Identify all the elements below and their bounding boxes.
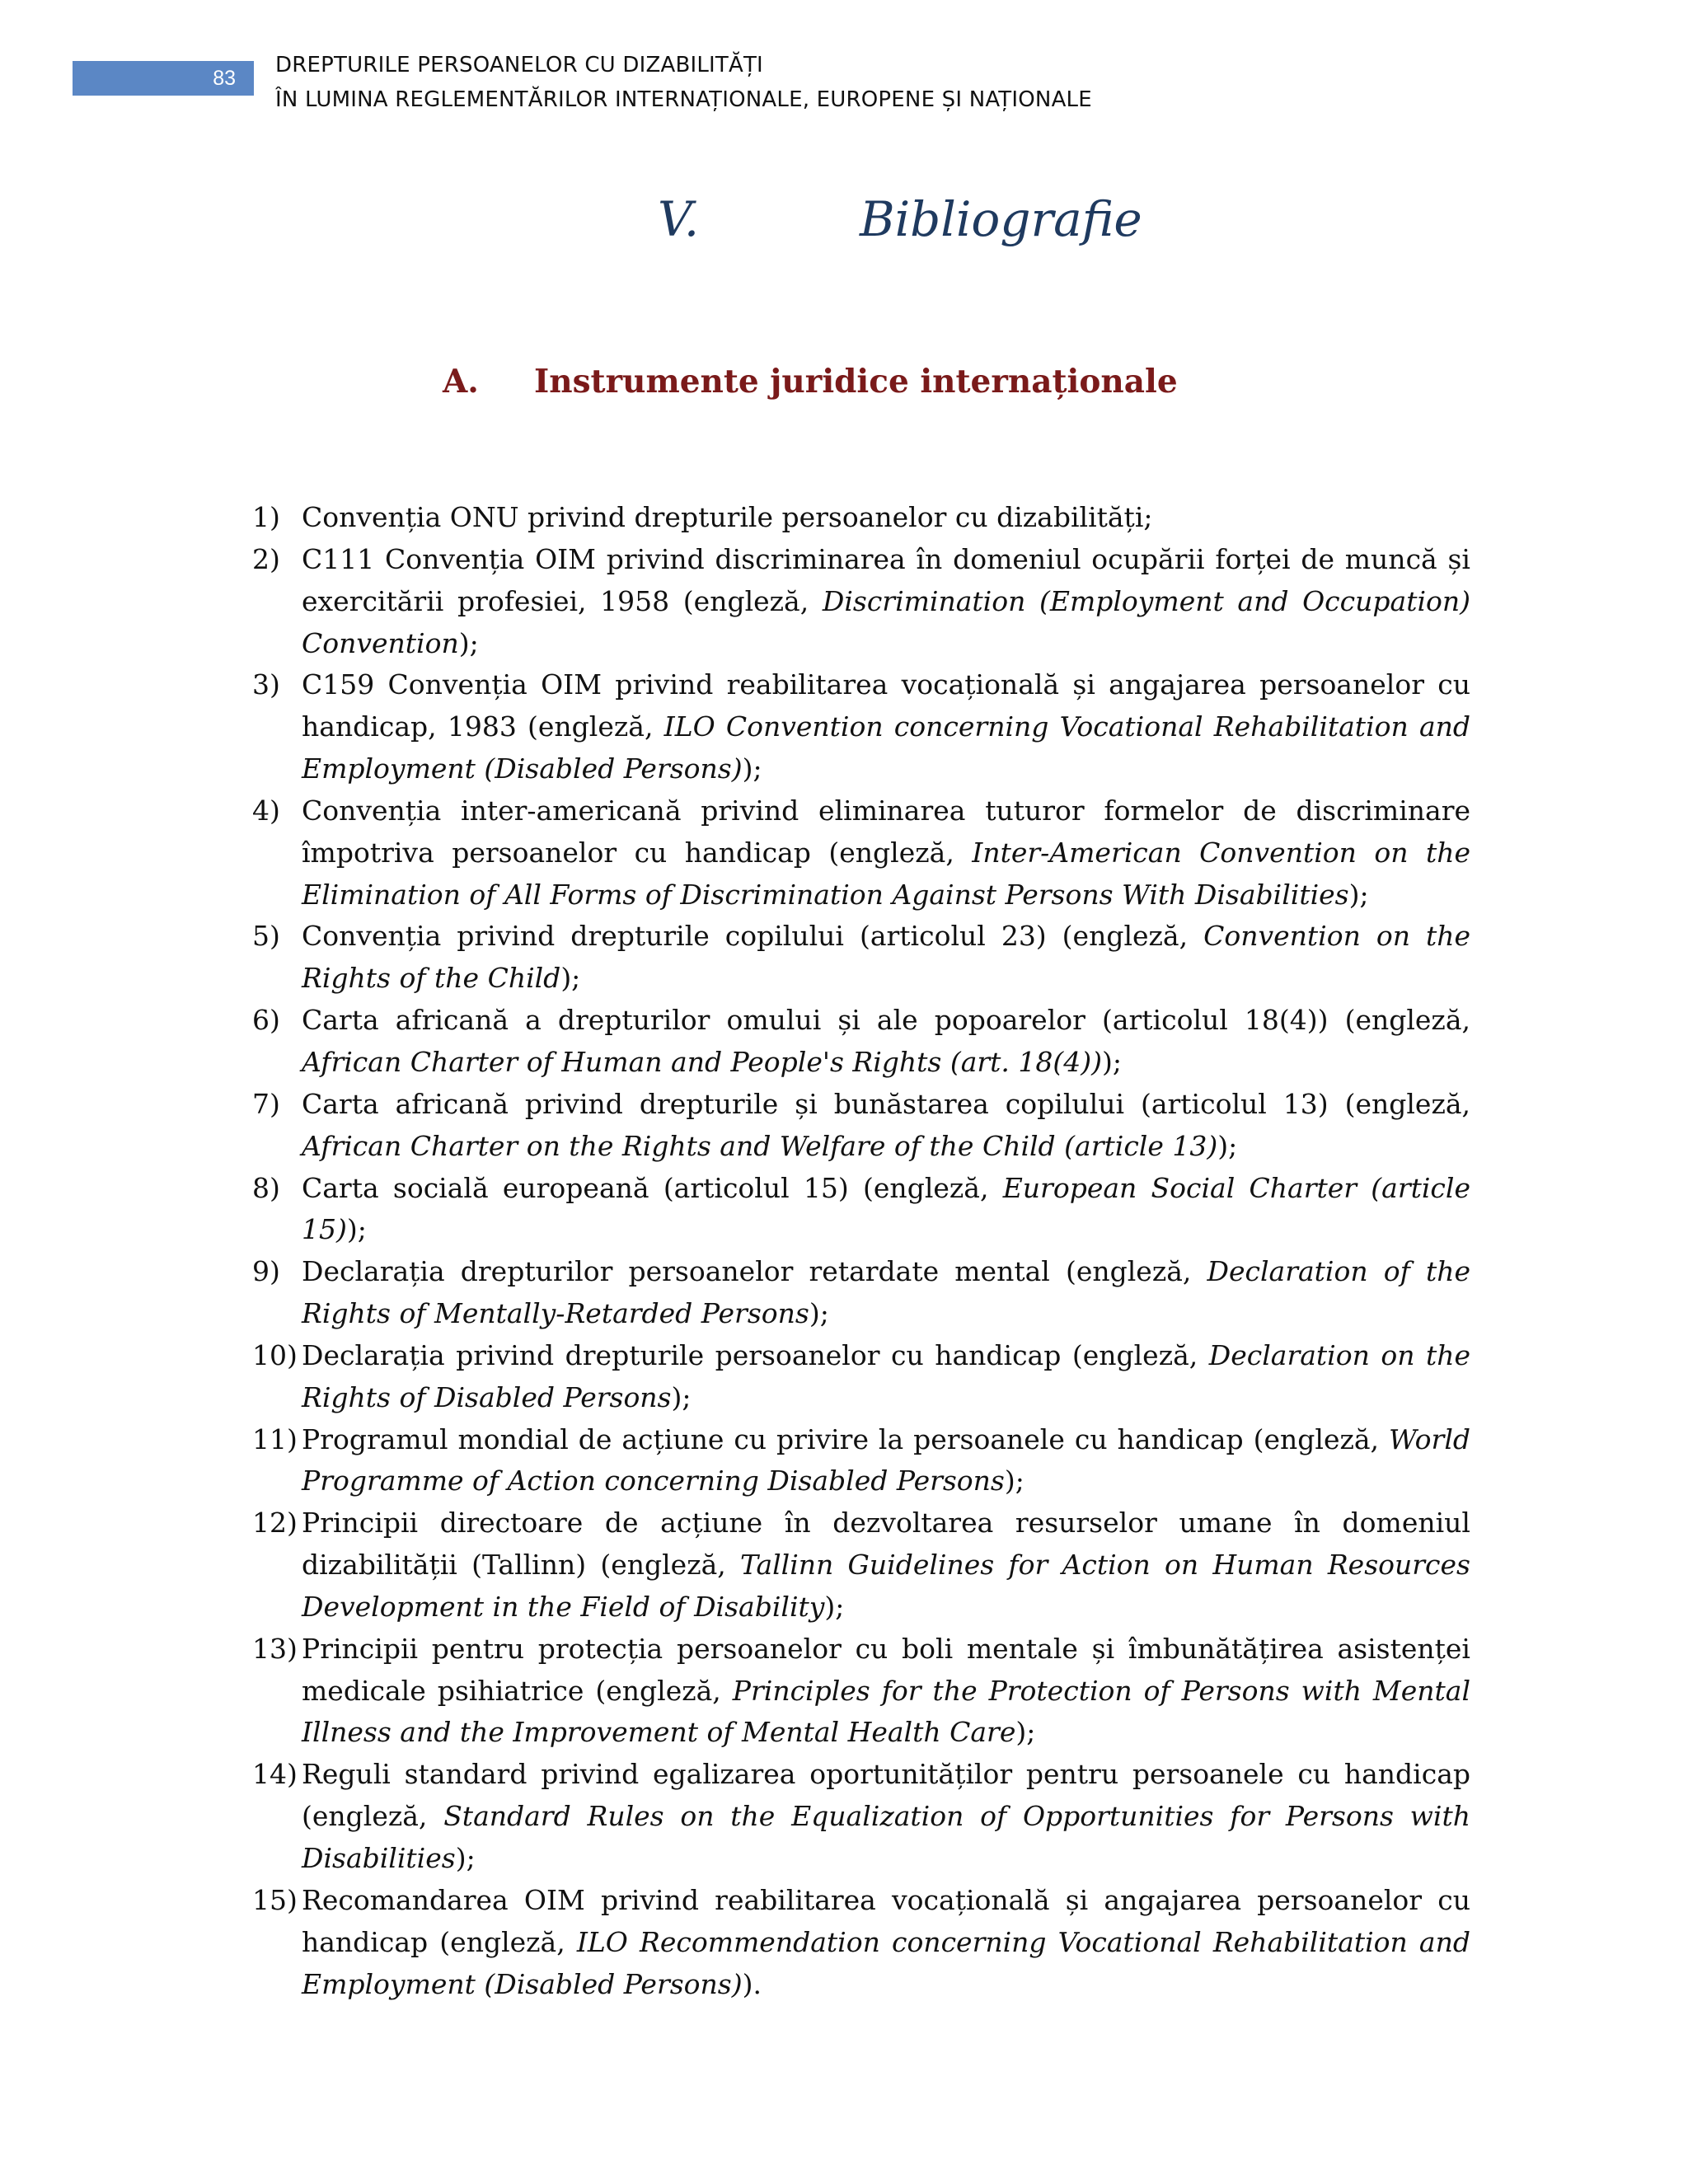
item-number: 13) [252,1632,298,1665]
item-number: 1) [252,501,280,533]
running-header [275,48,1092,117]
item-number: 8) [252,1171,280,1204]
item-number: 9) [252,1255,280,1288]
item-text: C159 Convenția OIM privind reabilitarea vocațională și angajarea persoanelor cu handicap, 1983 (engleză, ILO Convention concerning Vocational Rehabilitation and Employment (Disabled Persons)); [302,668,1470,785]
item-number: 6) [252,1004,280,1037]
list-item [252,497,1470,539]
item-text: Convenția privind drepturile copilului (articolul 23) (engleză, Convention on the Rights of the Child); [302,920,1470,995]
item-number: 5) [252,920,280,953]
section-title: Instrumente juridice internaționale [534,363,1178,401]
item-text: Declarația drepturilor persoanelor retardate mental (engleză, Declaration of the Rights of Mentally-Retarded Persons); [302,1255,1470,1330]
bibliography-list [252,497,1470,2005]
item-text: Principii directoare de acțiune în dezvoltarea resurselor umane în domeniul dizabilității (Tallinn) (engleză, Tallinn Guidelines for Action on Human Resources Development in the Field of Disability); [302,1507,1470,1623]
item-text: Carta africană privind drepturile și bunăstarea copilului (articolul 13) (engleză, African Charter on the Rights and Welfare of the Child (article 13)); [302,1087,1470,1162]
item-text: Carta africană a drepturilor omului și ale popoarelor (articolul 18(4)) (engleză, African Charter of Human and People's Rights (art. 18(4))); [302,1004,1470,1078]
list-item [252,1629,1470,1755]
list-item [252,790,1470,916]
item-number: 4) [252,794,280,827]
list-item [252,1880,1470,2006]
item-text: Programul mondial de acțiune cu privire la persoanele cu handicap (engleză, World Programme of Action concerning Disabled Persons); [302,1422,1470,1497]
item-text: Recomandarea OIM privind reabilitarea vocațională și angajarea persoanelor cu handicap (engleză, ILO Recommendation concerning Vocational Rehabilitation and Employment (Disabled Persons)). [302,1883,1470,2000]
item-text: C111 Convenția OIM privind discriminarea în domeniul ocupării forței de muncă și exercitării profesiei, 1958 (engleză, Discrimination (Employment and Occupation) Convention); [302,542,1471,659]
item-text: Principii pentru protecția persoanelor cu boli mentale și îmbunătățirea asistenței medicale psihiatrice (engleză, Principles for the Protection of Persons with Mental Illness and the Improvement of Mental Health Care); [302,1632,1470,1749]
page-number: 83 [73,61,254,96]
item-text: Convenția ONU privind drepturile persoanelor cu dizabilități; [302,501,1153,533]
chapter-number: V. [658,191,700,247]
list-item [252,1754,1470,1880]
chapter-title: Bibliografie [860,191,1142,247]
list-item [252,1419,1470,1503]
list-item [252,1000,1470,1084]
list-item [252,1335,1470,1419]
item-number: 15) [252,1883,298,1916]
item-text: Declarația privind drepturile persoanelor cu handicap (engleză, Declaration on the Rights of Disabled Persons); [302,1338,1470,1413]
item-number: 14) [252,1758,298,1791]
item-number: 11) [252,1422,298,1455]
item-text: Convenția inter-americană privind eliminarea tuturor formelor de discriminare împotriva persoanelor cu handicap (engleză, Inter-American Convention on the Elimination of All Forms of Discrimination Against Persons With Disabilities); [302,794,1471,911]
item-text: Carta socială europeană (articolul 15) (engleză, European Social Charter (article 15)); [302,1171,1470,1246]
chapter-heading [0,191,1688,265]
item-number: 10) [252,1338,298,1371]
list-item [252,1251,1470,1335]
list-item [252,1084,1470,1168]
running-header-line-1: DREPTURILE PERSOANELOR CU DIZABILITĂȚI [275,53,763,77]
item-text: Reguli standard privind egalizarea oportunităților pentru persoanele cu handicap (engleză, Standard Rules on the Equalization of Opportunities for Persons with Disabilities); [302,1758,1470,1874]
list-item [252,539,1470,665]
list-item [252,1502,1470,1629]
item-number: 12) [252,1507,298,1540]
running-header-line-2: ÎN LUMINA REGLEMENTĂRILOR INTERNAȚIONALE, EUROPENE ȘI NAȚIONALE [275,87,1092,112]
item-number: 2) [252,542,280,575]
list-item [252,916,1470,1000]
section-letter: A. [443,363,479,401]
list-item [252,664,1470,790]
list-item [252,1168,1470,1252]
item-number: 7) [252,1087,280,1120]
item-number: 3) [252,668,280,701]
